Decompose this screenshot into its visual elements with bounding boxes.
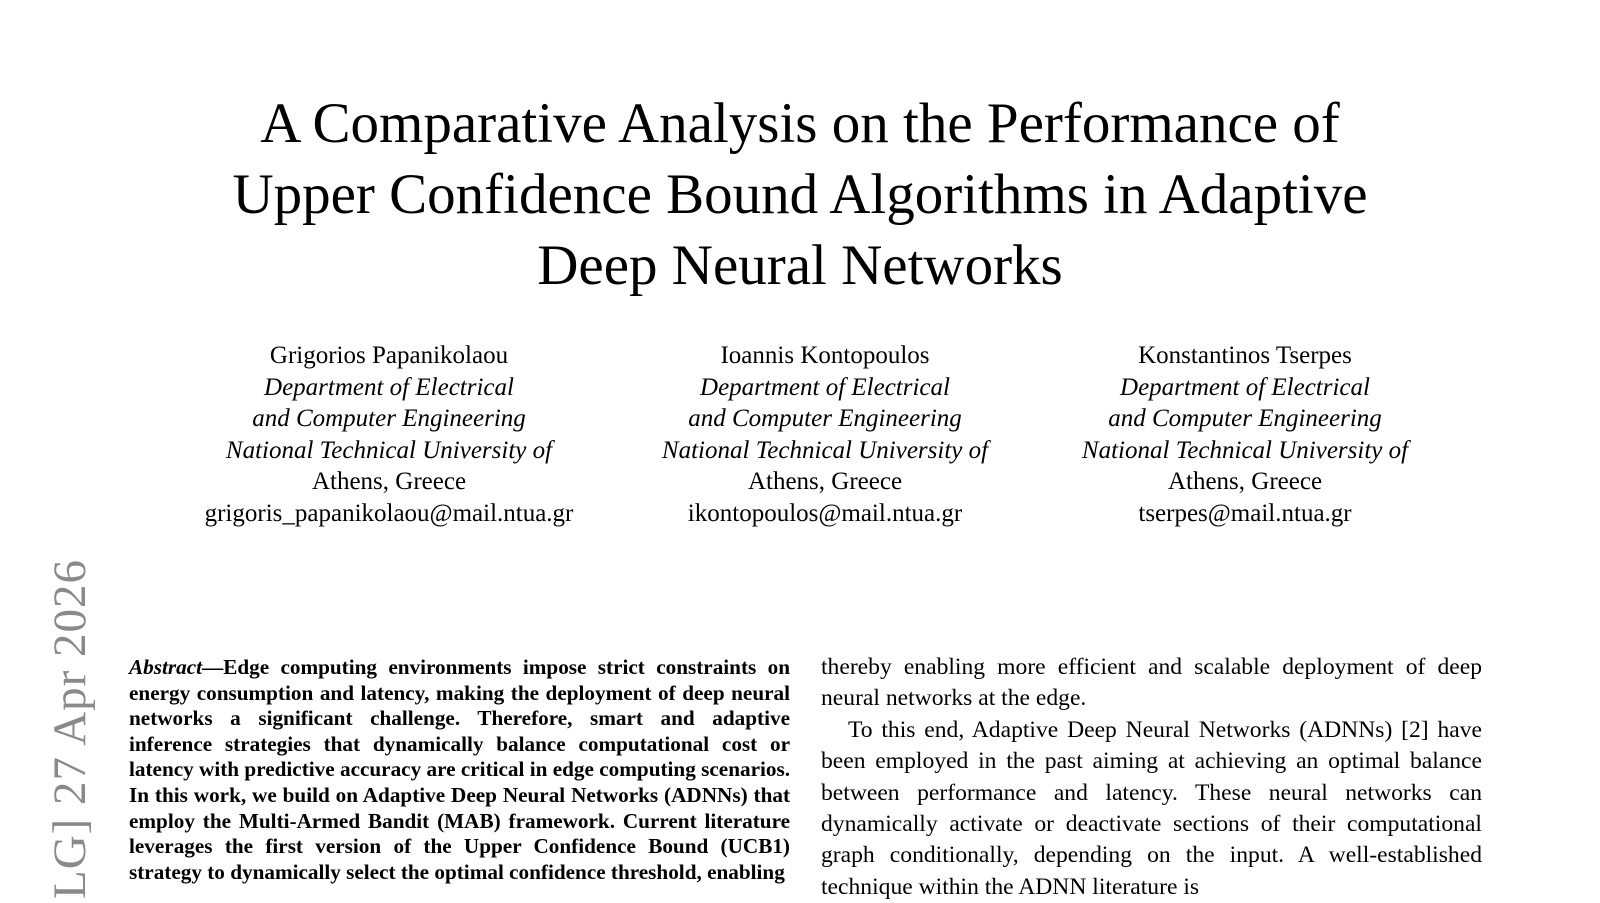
author-affiliation: Department of Electrical — [264, 373, 514, 401]
author-block-1 — [205, 340, 574, 529]
author-affiliation: Department of Electrical — [1120, 373, 1370, 401]
author-block-2 — [662, 340, 988, 529]
body-column-right — [821, 652, 1482, 903]
author-affiliation: Department of Electrical — [700, 373, 950, 401]
author-affiliation: and Computer Engineering — [252, 405, 526, 432]
author-email[interactable]: grigoris_papanikolaou@mail.ntua.gr — [204, 499, 574, 527]
author-name: Ioannis Kontopoulos — [720, 342, 930, 369]
author-location: Athens, Greece — [311, 468, 467, 495]
body-paragraph: thereby enabling more efficient and scalable deployment of deep neural networks at the edge. — [821, 654, 1482, 712]
author-affiliation: and Computer Engineering — [1108, 405, 1382, 432]
author-name: Grigorios Papanikolaou — [269, 342, 509, 369]
title-line: Upper Confidence Bound Algorithms in Adaptive — [232, 163, 1368, 226]
author-affiliation: National Technical University of — [1081, 436, 1409, 464]
body-paragraph: To this end, Adaptive Deep Neural Networks (ADNNs) [2] have been employed in the past aiming at achieving an optimal balance between performance and latency. These neural networks can dynamically activate or deactivate sections of their computational graph conditionally, depending on the input. A well-established technique within the ADNN literature is — [821, 716, 1482, 900]
author-location: Athens, Greece — [1167, 468, 1323, 495]
abstract-label: Abstract — [129, 655, 202, 679]
author-name: Konstantinos Tserpes — [1138, 342, 1352, 369]
author-block-3 — [1082, 340, 1408, 529]
author-email[interactable]: ikontopoulos@mail.ntua.gr — [687, 499, 963, 527]
arxiv-side-stamp: LG] 27 Apr 2026 — [44, 558, 96, 899]
author-email[interactable]: tserpes@mail.ntua.gr — [1138, 499, 1352, 527]
author-affiliation: National Technical University of — [661, 436, 989, 464]
author-affiliation: National Technical University of — [225, 436, 553, 464]
author-affiliation: and Computer Engineering — [688, 405, 962, 432]
title-line: A Comparative Analysis on the Performance of — [260, 92, 1340, 155]
title-line: Deep Neural Networks — [537, 234, 1063, 297]
author-location: Athens, Greece — [747, 468, 903, 495]
paper-title — [0, 88, 1600, 301]
abstract — [129, 655, 790, 885]
abstract-text: —Edge computing environments impose strict constraints on energy consumption and latency, making the deployment of deep neural networks a significant challenge. Therefore, smart and adaptive inference strategies that dynamically balance computational cost or latency with predictive accuracy are critical in edge computing scenarios. In this work, we build on Adaptive Deep Neural Networks (ADNNs) that employ the Multi-Armed Bandit (MAB) framework. Current literature leverages the first version of the Upper Confidence Bound (UCB1) strategy to dynamically select the optimal confidence threshold, enabling — [129, 655, 790, 884]
